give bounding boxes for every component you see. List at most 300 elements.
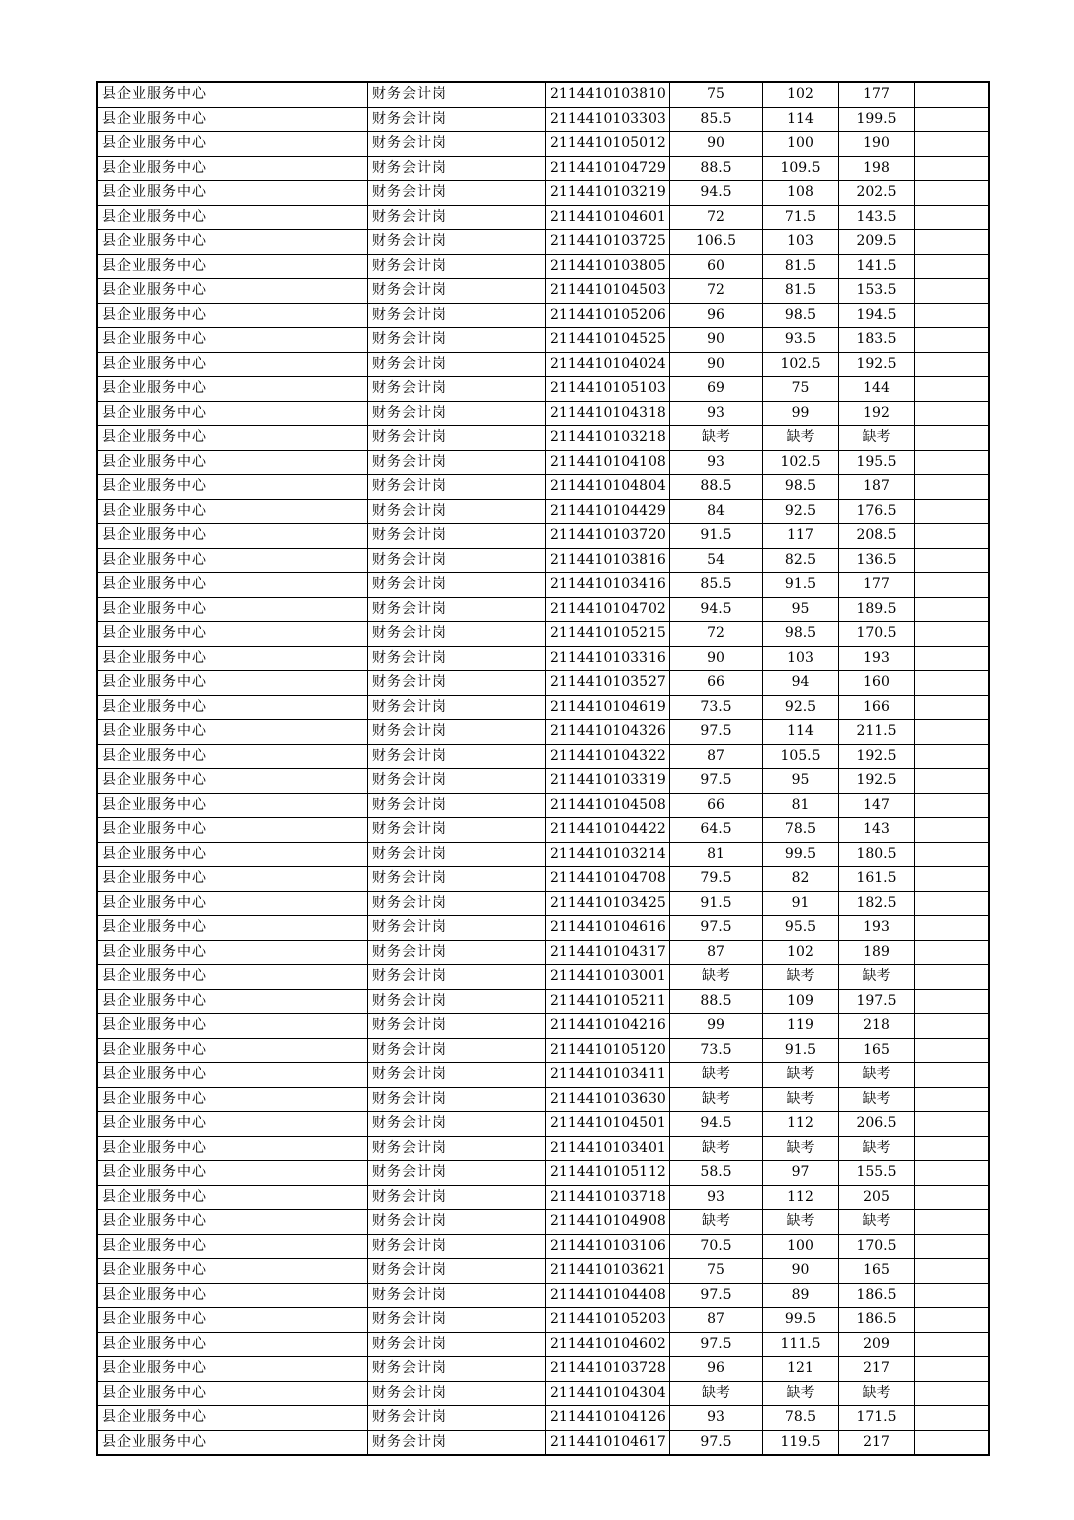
candidate-id-cell: 2114410105112 xyxy=(546,1161,670,1186)
table-row xyxy=(98,107,989,132)
remark-cell xyxy=(915,720,989,745)
written-score-cell: 87 xyxy=(670,940,763,965)
written-score-cell: 缺考 xyxy=(670,426,763,451)
candidate-id-cell: 2114410103718 xyxy=(546,1185,670,1210)
subject-score-cell: 100 xyxy=(763,132,839,157)
unit-cell: 县企业服务中心 xyxy=(98,303,368,328)
written-score-cell: 73.5 xyxy=(670,1038,763,1063)
post-cell: 财务会计岗 xyxy=(368,671,546,696)
table-row xyxy=(98,1038,989,1063)
candidate-id-cell: 2114410104702 xyxy=(546,597,670,622)
post-cell: 财务会计岗 xyxy=(368,891,546,916)
post-cell: 财务会计岗 xyxy=(368,1038,546,1063)
post-cell: 财务会计岗 xyxy=(368,989,546,1014)
unit-cell: 县企业服务中心 xyxy=(98,401,368,426)
written-score-cell: 90 xyxy=(670,646,763,671)
total-score-cell: 160 xyxy=(839,671,915,696)
table-row xyxy=(98,1357,989,1382)
unit-cell: 县企业服务中心 xyxy=(98,1357,368,1382)
total-score-cell: 208.5 xyxy=(839,524,915,549)
total-score-cell: 192.5 xyxy=(839,352,915,377)
candidate-id-cell: 2114410105120 xyxy=(546,1038,670,1063)
total-score-cell: 177 xyxy=(839,83,915,108)
unit-cell: 县企业服务中心 xyxy=(98,352,368,377)
table-row xyxy=(98,377,989,402)
unit-cell: 县企业服务中心 xyxy=(98,769,368,794)
total-score-cell: 136.5 xyxy=(839,548,915,573)
unit-cell: 县企业服务中心 xyxy=(98,230,368,255)
candidate-id-cell: 2114410103527 xyxy=(546,671,670,696)
total-score-cell: 161.5 xyxy=(839,867,915,892)
post-cell: 财务会计岗 xyxy=(368,597,546,622)
post-cell: 财务会计岗 xyxy=(368,1332,546,1357)
written-score-cell: 64.5 xyxy=(670,818,763,843)
subject-score-cell: 103 xyxy=(763,230,839,255)
candidate-id-cell: 2114410103218 xyxy=(546,426,670,451)
post-cell: 财务会计岗 xyxy=(368,450,546,475)
total-score-cell: 166 xyxy=(839,695,915,720)
candidate-id-cell: 2114410105211 xyxy=(546,989,670,1014)
post-cell: 财务会计岗 xyxy=(368,1210,546,1235)
unit-cell: 县企业服务中心 xyxy=(98,597,368,622)
post-cell: 财务会计岗 xyxy=(368,573,546,598)
written-score-cell: 60 xyxy=(670,254,763,279)
candidate-id-cell: 2114410104322 xyxy=(546,744,670,769)
remark-cell xyxy=(915,132,989,157)
post-cell: 财务会计岗 xyxy=(368,401,546,426)
subject-score-cell: 缺考 xyxy=(763,1210,839,1235)
candidate-id-cell: 2114410104318 xyxy=(546,401,670,426)
post-cell: 财务会计岗 xyxy=(368,352,546,377)
subject-score-cell: 82 xyxy=(763,867,839,892)
table-row xyxy=(98,622,989,647)
subject-score-cell: 99.5 xyxy=(763,842,839,867)
post-cell: 财务会计岗 xyxy=(368,867,546,892)
unit-cell: 县企业服务中心 xyxy=(98,720,368,745)
remark-cell xyxy=(915,1234,989,1259)
table-row xyxy=(98,818,989,843)
subject-score-cell: 95 xyxy=(763,597,839,622)
subject-score-cell: 119.5 xyxy=(763,1430,839,1455)
candidate-id-cell: 2114410103214 xyxy=(546,842,670,867)
candidate-id-cell: 2114410105206 xyxy=(546,303,670,328)
unit-cell: 县企业服务中心 xyxy=(98,475,368,500)
post-cell: 财务会计岗 xyxy=(368,720,546,745)
subject-score-cell: 92.5 xyxy=(763,499,839,524)
remark-cell xyxy=(915,1308,989,1333)
candidate-id-cell: 2114410103728 xyxy=(546,1357,670,1382)
unit-cell: 县企业服务中心 xyxy=(98,1038,368,1063)
candidate-id-cell: 2114410104126 xyxy=(546,1406,670,1431)
total-score-cell: 183.5 xyxy=(839,328,915,353)
table-row xyxy=(98,891,989,916)
written-score-cell: 72 xyxy=(670,205,763,230)
candidate-id-cell: 2114410104729 xyxy=(546,156,670,181)
remark-cell xyxy=(915,1283,989,1308)
subject-score-cell: 112 xyxy=(763,1185,839,1210)
unit-cell: 县企业服务中心 xyxy=(98,842,368,867)
remark-cell xyxy=(915,499,989,524)
table-row xyxy=(98,499,989,524)
written-score-cell: 97.5 xyxy=(670,1332,763,1357)
written-score-cell: 97.5 xyxy=(670,916,763,941)
unit-cell: 县企业服务中心 xyxy=(98,1063,368,1088)
post-cell: 财务会计岗 xyxy=(368,205,546,230)
remark-cell xyxy=(915,450,989,475)
written-score-cell: 72 xyxy=(670,279,763,304)
post-cell: 财务会计岗 xyxy=(368,83,546,108)
unit-cell: 县企业服务中心 xyxy=(98,1112,368,1137)
unit-cell: 县企业服务中心 xyxy=(98,1406,368,1431)
candidate-id-cell: 2114410105203 xyxy=(546,1308,670,1333)
unit-cell: 县企业服务中心 xyxy=(98,1136,368,1161)
unit-cell: 县企业服务中心 xyxy=(98,1308,368,1333)
subject-score-cell: 114 xyxy=(763,720,839,745)
subject-score-cell: 缺考 xyxy=(763,1136,839,1161)
remark-cell xyxy=(915,573,989,598)
written-score-cell: 96 xyxy=(670,303,763,328)
total-score-cell: 217 xyxy=(839,1357,915,1382)
subject-score-cell: 91.5 xyxy=(763,573,839,598)
post-cell: 财务会计岗 xyxy=(368,426,546,451)
total-score-cell: 186.5 xyxy=(839,1308,915,1333)
unit-cell: 县企业服务中心 xyxy=(98,107,368,132)
subject-score-cell: 99.5 xyxy=(763,1308,839,1333)
written-score-cell: 91.5 xyxy=(670,891,763,916)
written-score-cell: 54 xyxy=(670,548,763,573)
unit-cell: 县企业服务中心 xyxy=(98,916,368,941)
post-cell: 财务会计岗 xyxy=(368,132,546,157)
remark-cell xyxy=(915,744,989,769)
remark-cell xyxy=(915,793,989,818)
written-score-cell: 91.5 xyxy=(670,524,763,549)
candidate-id-cell: 2114410103303 xyxy=(546,107,670,132)
table-row xyxy=(98,450,989,475)
remark-cell xyxy=(915,1185,989,1210)
total-score-cell: 176.5 xyxy=(839,499,915,524)
post-cell: 财务会计岗 xyxy=(368,1087,546,1112)
total-score-cell: 171.5 xyxy=(839,1406,915,1431)
candidate-id-cell: 2114410103805 xyxy=(546,254,670,279)
unit-cell: 县企业服务中心 xyxy=(98,818,368,843)
candidate-id-cell: 2114410104804 xyxy=(546,475,670,500)
subject-score-cell: 103 xyxy=(763,646,839,671)
written-score-cell: 93 xyxy=(670,401,763,426)
remark-cell xyxy=(915,377,989,402)
written-score-cell: 90 xyxy=(670,328,763,353)
remark-cell xyxy=(915,989,989,1014)
candidate-id-cell: 2114410104525 xyxy=(546,328,670,353)
remark-cell xyxy=(915,548,989,573)
remark-cell xyxy=(915,401,989,426)
subject-score-cell: 75 xyxy=(763,377,839,402)
post-cell: 财务会计岗 xyxy=(368,1357,546,1382)
written-score-cell: 94.5 xyxy=(670,1112,763,1137)
table-row xyxy=(98,1136,989,1161)
table-row xyxy=(98,548,989,573)
candidate-id-cell: 2114410104429 xyxy=(546,499,670,524)
written-score-cell: 75 xyxy=(670,83,763,108)
post-cell: 财务会计岗 xyxy=(368,916,546,941)
post-cell: 财务会计岗 xyxy=(368,548,546,573)
remark-cell xyxy=(915,205,989,230)
remark-cell xyxy=(915,1357,989,1382)
table-row xyxy=(98,303,989,328)
post-cell: 财务会计岗 xyxy=(368,818,546,843)
written-score-cell: 72 xyxy=(670,622,763,647)
subject-score-cell: 78.5 xyxy=(763,1406,839,1431)
post-cell: 财务会计岗 xyxy=(368,695,546,720)
remark-cell xyxy=(915,1332,989,1357)
total-score-cell: 202.5 xyxy=(839,181,915,206)
subject-score-cell: 缺考 xyxy=(763,426,839,451)
written-score-cell: 93 xyxy=(670,1185,763,1210)
candidate-id-cell: 2114410103425 xyxy=(546,891,670,916)
written-score-cell: 84 xyxy=(670,499,763,524)
candidate-id-cell: 2114410104422 xyxy=(546,818,670,843)
written-score-cell: 缺考 xyxy=(670,1087,763,1112)
remark-cell xyxy=(915,646,989,671)
subject-score-cell: 100 xyxy=(763,1234,839,1259)
total-score-cell: 192.5 xyxy=(839,744,915,769)
subject-score-cell: 109.5 xyxy=(763,156,839,181)
table-row xyxy=(98,156,989,181)
table-row xyxy=(98,328,989,353)
remark-cell xyxy=(915,818,989,843)
written-score-cell: 93 xyxy=(670,1406,763,1431)
remark-cell xyxy=(915,769,989,794)
subject-score-cell: 81 xyxy=(763,793,839,818)
total-score-cell: 189 xyxy=(839,940,915,965)
candidate-id-cell: 2114410103816 xyxy=(546,548,670,573)
post-cell: 财务会计岗 xyxy=(368,499,546,524)
candidate-id-cell: 2114410104908 xyxy=(546,1210,670,1235)
written-score-cell: 缺考 xyxy=(670,1381,763,1406)
total-score-cell: 143.5 xyxy=(839,205,915,230)
candidate-id-cell: 2114410104024 xyxy=(546,352,670,377)
table-row xyxy=(98,695,989,720)
subject-score-cell: 98.5 xyxy=(763,475,839,500)
table-row xyxy=(98,1308,989,1333)
post-cell: 财务会计岗 xyxy=(368,646,546,671)
unit-cell: 县企业服务中心 xyxy=(98,573,368,598)
total-score-cell: 165 xyxy=(839,1038,915,1063)
subject-score-cell: 102.5 xyxy=(763,352,839,377)
table-row xyxy=(98,352,989,377)
post-cell: 财务会计岗 xyxy=(368,744,546,769)
remark-cell xyxy=(915,303,989,328)
total-score-cell: 190 xyxy=(839,132,915,157)
written-score-cell: 94.5 xyxy=(670,597,763,622)
remark-cell xyxy=(915,842,989,867)
remark-cell xyxy=(915,916,989,941)
unit-cell: 县企业服务中心 xyxy=(98,132,368,157)
table-row xyxy=(98,1283,989,1308)
total-score-cell: 155.5 xyxy=(839,1161,915,1186)
candidate-id-cell: 2114410103416 xyxy=(546,573,670,598)
candidate-id-cell: 2114410103316 xyxy=(546,646,670,671)
unit-cell: 县企业服务中心 xyxy=(98,867,368,892)
remark-cell xyxy=(915,254,989,279)
subject-score-cell: 102.5 xyxy=(763,450,839,475)
table-row xyxy=(98,744,989,769)
total-score-cell: 197.5 xyxy=(839,989,915,1014)
remark-cell xyxy=(915,83,989,108)
post-cell: 财务会计岗 xyxy=(368,156,546,181)
candidate-id-cell: 2114410103319 xyxy=(546,769,670,794)
candidate-id-cell: 2114410104619 xyxy=(546,695,670,720)
table-row xyxy=(98,1259,989,1284)
post-cell: 财务会计岗 xyxy=(368,1259,546,1284)
subject-score-cell: 91 xyxy=(763,891,839,916)
total-score-cell: 195.5 xyxy=(839,450,915,475)
unit-cell: 县企业服务中心 xyxy=(98,793,368,818)
remark-cell xyxy=(915,279,989,304)
subject-score-cell: 81.5 xyxy=(763,254,839,279)
remark-cell xyxy=(915,1136,989,1161)
candidate-id-cell: 2114410104216 xyxy=(546,1014,670,1039)
written-score-cell: 94.5 xyxy=(670,181,763,206)
table-row xyxy=(98,916,989,941)
table-row xyxy=(98,1430,989,1455)
subject-score-cell: 119 xyxy=(763,1014,839,1039)
candidate-id-cell: 2114410104508 xyxy=(546,793,670,818)
post-cell: 财务会计岗 xyxy=(368,230,546,255)
table-row xyxy=(98,132,989,157)
candidate-id-cell: 2114410104501 xyxy=(546,1112,670,1137)
unit-cell: 县企业服务中心 xyxy=(98,695,368,720)
total-score-cell: 218 xyxy=(839,1014,915,1039)
unit-cell: 县企业服务中心 xyxy=(98,1430,368,1455)
total-score-cell: 缺考 xyxy=(839,1087,915,1112)
unit-cell: 县企业服务中心 xyxy=(98,328,368,353)
written-score-cell: 90 xyxy=(670,352,763,377)
post-cell: 财务会计岗 xyxy=(368,1283,546,1308)
subject-score-cell: 90 xyxy=(763,1259,839,1284)
candidate-id-cell: 2114410103411 xyxy=(546,1063,670,1088)
total-score-cell: 193 xyxy=(839,916,915,941)
total-score-cell: 206.5 xyxy=(839,1112,915,1137)
post-cell: 财务会计岗 xyxy=(368,622,546,647)
written-score-cell: 70.5 xyxy=(670,1234,763,1259)
unit-cell: 县企业服务中心 xyxy=(98,965,368,990)
remark-cell xyxy=(915,1406,989,1431)
remark-cell xyxy=(915,891,989,916)
written-score-cell: 97.5 xyxy=(670,720,763,745)
table-row xyxy=(98,597,989,622)
unit-cell: 县企业服务中心 xyxy=(98,1259,368,1284)
written-score-cell: 88.5 xyxy=(670,156,763,181)
candidate-id-cell: 2114410103720 xyxy=(546,524,670,549)
total-score-cell: 205 xyxy=(839,1185,915,1210)
written-score-cell: 87 xyxy=(670,744,763,769)
table-row xyxy=(98,1063,989,1088)
written-score-cell: 93 xyxy=(670,450,763,475)
candidate-id-cell: 2114410104108 xyxy=(546,450,670,475)
table-row xyxy=(98,279,989,304)
post-cell: 财务会计岗 xyxy=(368,1381,546,1406)
written-score-cell: 73.5 xyxy=(670,695,763,720)
table-row xyxy=(98,1161,989,1186)
total-score-cell: 193 xyxy=(839,646,915,671)
remark-cell xyxy=(915,1259,989,1284)
total-score-cell: 141.5 xyxy=(839,254,915,279)
total-score-cell: 180.5 xyxy=(839,842,915,867)
total-score-cell: 209.5 xyxy=(839,230,915,255)
unit-cell: 县企业服务中心 xyxy=(98,1087,368,1112)
table-row xyxy=(98,254,989,279)
written-score-cell: 85.5 xyxy=(670,573,763,598)
unit-cell: 县企业服务中心 xyxy=(98,891,368,916)
candidate-id-cell: 2114410104708 xyxy=(546,867,670,892)
subject-score-cell: 114 xyxy=(763,107,839,132)
post-cell: 财务会计岗 xyxy=(368,181,546,206)
subject-score-cell: 102 xyxy=(763,83,839,108)
table-row xyxy=(98,1185,989,1210)
unit-cell: 县企业服务中心 xyxy=(98,1210,368,1235)
table-row xyxy=(98,842,989,867)
subject-score-cell: 缺考 xyxy=(763,1087,839,1112)
remark-cell xyxy=(915,426,989,451)
unit-cell: 县企业服务中心 xyxy=(98,254,368,279)
table-row xyxy=(98,646,989,671)
post-cell: 财务会计岗 xyxy=(368,377,546,402)
total-score-cell: 217 xyxy=(839,1430,915,1455)
table-row xyxy=(98,1234,989,1259)
score-table xyxy=(97,82,989,1455)
table-row xyxy=(98,720,989,745)
unit-cell: 县企业服务中心 xyxy=(98,548,368,573)
candidate-id-cell: 2114410104503 xyxy=(546,279,670,304)
post-cell: 财务会计岗 xyxy=(368,1234,546,1259)
subject-score-cell: 95 xyxy=(763,769,839,794)
candidate-id-cell: 2114410103219 xyxy=(546,181,670,206)
total-score-cell: 165 xyxy=(839,1259,915,1284)
total-score-cell: 177 xyxy=(839,573,915,598)
subject-score-cell: 93.5 xyxy=(763,328,839,353)
table-row xyxy=(98,181,989,206)
table-row xyxy=(98,426,989,451)
candidate-id-cell: 2114410104617 xyxy=(546,1430,670,1455)
subject-score-cell: 98.5 xyxy=(763,622,839,647)
remark-cell xyxy=(915,940,989,965)
post-cell: 财务会计岗 xyxy=(368,328,546,353)
candidate-id-cell: 2114410103725 xyxy=(546,230,670,255)
total-score-cell: 182.5 xyxy=(839,891,915,916)
post-cell: 财务会计岗 xyxy=(368,940,546,965)
remark-cell xyxy=(915,230,989,255)
candidate-id-cell: 2114410104326 xyxy=(546,720,670,745)
remark-cell xyxy=(915,475,989,500)
remark-cell xyxy=(915,524,989,549)
candidate-id-cell: 2114410103621 xyxy=(546,1259,670,1284)
written-score-cell: 69 xyxy=(670,377,763,402)
subject-score-cell: 97 xyxy=(763,1161,839,1186)
subject-score-cell: 缺考 xyxy=(763,1063,839,1088)
unit-cell: 县企业服务中心 xyxy=(98,1185,368,1210)
total-score-cell: 186.5 xyxy=(839,1283,915,1308)
table-row xyxy=(98,205,989,230)
remark-cell xyxy=(915,622,989,647)
unit-cell: 县企业服务中心 xyxy=(98,1332,368,1357)
remark-cell xyxy=(915,1210,989,1235)
candidate-id-cell: 2114410104602 xyxy=(546,1332,670,1357)
remark-cell xyxy=(915,1014,989,1039)
written-score-cell: 缺考 xyxy=(670,1210,763,1235)
remark-cell xyxy=(915,867,989,892)
written-score-cell: 81 xyxy=(670,842,763,867)
unit-cell: 县企业服务中心 xyxy=(98,989,368,1014)
